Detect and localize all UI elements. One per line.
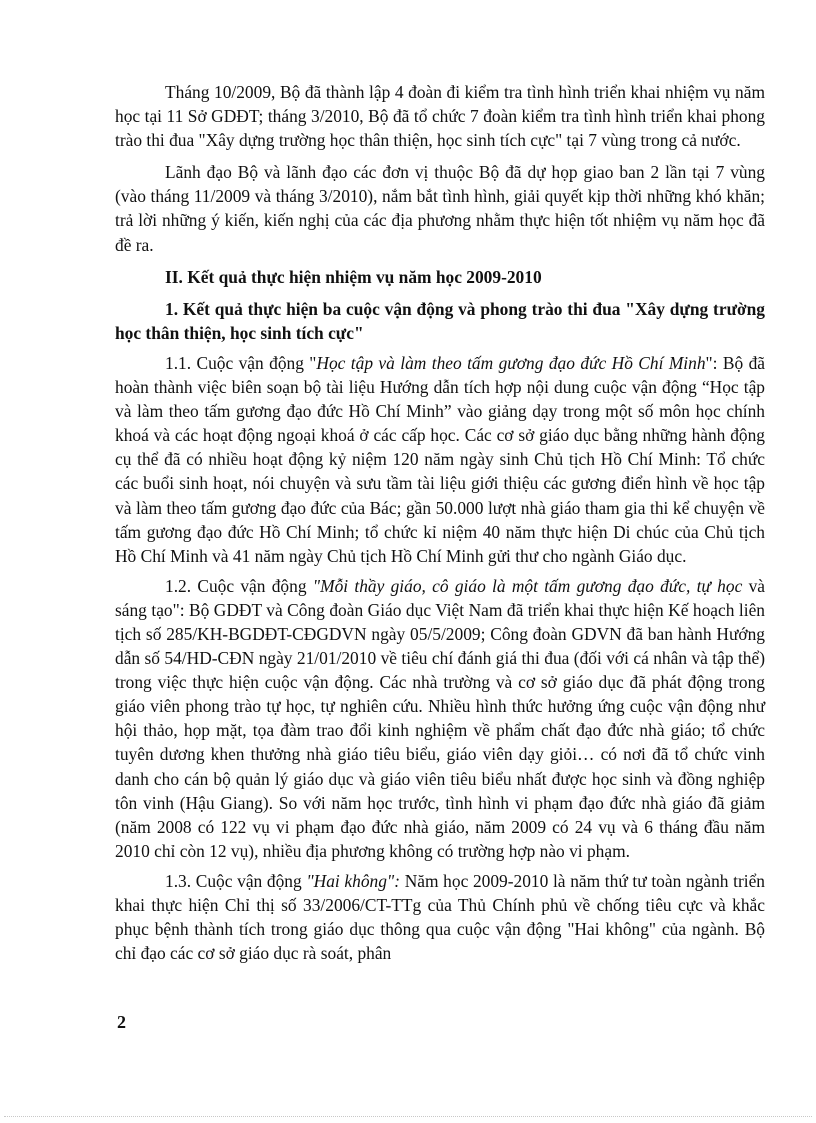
item-1-2-lead: 1.2. Cuộc vận động: [165, 575, 313, 596]
item-1-3-body: Năm học 2009-2010 là năm thứ tư toàn ngành triển khai thực hiện Chỉ thị số 33/2006/CT-TTg của Thủ Chính phủ về chống tiêu cực và khắc phục bệnh thành tích trong giáo dục thông qua cuộc vận động "Hai không" của ngành. Bộ chỉ đạo các cơ sở giáo dục rà soát, phân: [115, 870, 765, 964]
paragraph-inspection-teams: Tháng 10/2009, Bộ đã thành lập 4 đoàn đi kiểm tra tình hình triển khai nhiệm vụ năm học tại 11 Sở GDĐT; tháng 3/2010, Bộ đã tổ chức 7 đoàn kiểm tra tình hình triển khai phong trào thi đua "Xây dựng trường học thân thiện, học sinh tích cực" tại 7 vùng trong cả nước.: [115, 82, 765, 151]
item-1-2-body: và sáng tạo": Bộ GDĐT và Công đoàn Giáo dục Việt Nam đã triển khai thực hiện Kế hoạch liên tịch số 285/KH-BGDĐT-CĐGDVN ngày 05/5/2009; Công đoàn GDVN đã ban hành Hướng dẫn số 54/HD-CĐN ngày 21/01/2010 về tiêu chí đánh giá thi đua (đối với cá nhân và tập thể) trong việc thực hiện cuộc vận động. Các nhà trường và cơ sở giáo dục đã phát động trong giáo viên phong trào tự học, tự nghiên cứu. Nhiều hình thức hưởng ứng cuộc vận động như hội thảo, họp mặt, tọa đàm trao đổi kinh nghiệm về phẩm chất đạo đức nhà giáo; tổ chức tuyên dương khen thưởng nhà giáo tiêu biểu, giáo viên dạy giỏi… có nơi đã tổ chức vinh danh cho cán bộ quản lý giáo dục và giáo viên tiêu biểu nhất được học sinh và đồng nghiệp tôn vinh (Hậu Giang). So với năm học trước, tình hình vi phạm đạo đức nhà giáo đã giảm (năm 2008 có 122 vụ vi phạm đạo đức nhà giáo, năm 2009 có 24 vụ và 6 tháng đầu năm 2010 chỉ còn 12 vụ), nhiều địa phương không có trường hợp nào vi phạm.: [115, 575, 765, 861]
page-number: 2: [117, 1012, 126, 1032]
paragraph-item-1-1: [115, 351, 765, 568]
item-1-3-lead: 1.3. Cuộc vận động: [165, 870, 307, 891]
document-page: [115, 80, 765, 973]
item-1-1-campaign-name: Học tập và làm theo tấm gương đạo đức Hồ Chí Minh: [316, 352, 706, 373]
paragraph-leadership-meetings: Lãnh đạo Bộ và lãnh đạo các đơn vị thuộc Bộ đã dự họp giao ban 2 lần tại 7 vùng (vào tháng 11/2009 và tháng 3/2010), nắm bắt tình hình, giải quyết kịp thời những khó khăn; trả lời những ý kiến, kiến nghị của các địa phương nhằm thực hiện tốt nhiệm vụ năm học đã đề ra.: [115, 162, 765, 255]
item-1-2-campaign-name: "Mỗi thầy giáo, cô giáo là một tấm gương đạo đức, tự học: [312, 575, 743, 596]
item-1-1-lead: 1.1. Cuộc vận động ": [165, 352, 317, 373]
item-1-1-body: ": Bộ đã hoàn thành việc biên soạn bộ tài liệu Hướng dẫn tích hợp nội dung cuộc vận động “Học tập và làm theo tấm gương đạo đức Hồ Chí Minh” vào giảng dạy trong một số môn học chính khoá và các hoạt động ngoại khoá ở các cấp học. Các cơ sở giáo dục bằng những hành động cụ thể đã có nhiều hoạt động kỷ niệm 120 năm ngày sinh Chủ tịch Hồ Chí Minh: Tổ chức các buổi sinh hoạt, nói chuyện và sưu tầm tài liệu giới thiệu các gương điển hình về học tập và làm theo tấm gương đạo đức của Bác; gần 50.000 lượt nhà giáo tham gia thi kể chuyện về tấm gương đạo đức Hồ Chí Minh; tổ chức kỉ niệm 40 năm thực hiện Di chúc của Chủ tịch Hồ Chí Minh và 41 năm ngày Chủ tịch Hồ Chí Minh gửi thư cho ngành Giáo dục.: [115, 352, 765, 566]
paragraph-item-1-3: [115, 869, 765, 965]
section-heading-results: II. Kết quả thực hiện nhiệm vụ năm học 2009-2010: [165, 266, 542, 287]
item-1-3-campaign-name: "Hai không":: [306, 870, 401, 891]
page-bottom-divider: [4, 1116, 812, 1117]
subsection-heading-campaigns: 1. Kết quả thực hiện ba cuộc vận động và phong trào thi đua "Xây dựng trường học thân thiện, học sinh tích cực": [115, 298, 765, 343]
paragraph-item-1-2: [115, 574, 765, 863]
